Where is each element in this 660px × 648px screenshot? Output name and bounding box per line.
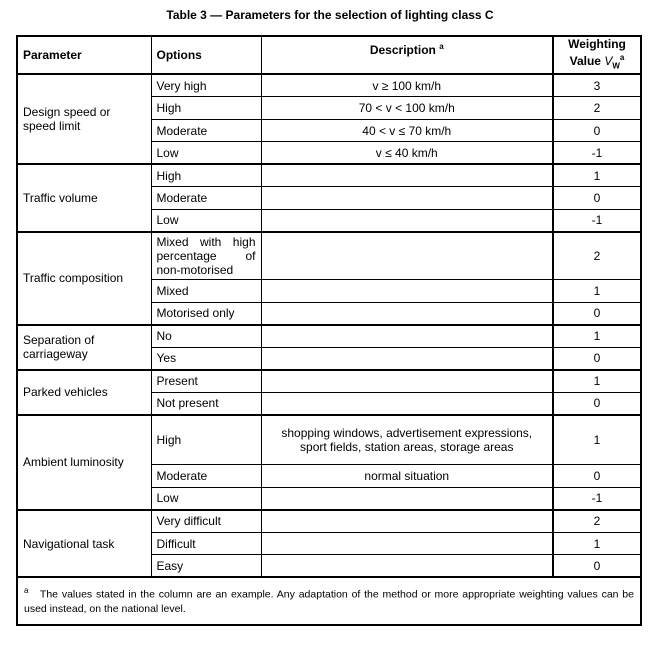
description-cell (261, 280, 553, 303)
header-weighting-line1: Weighting (568, 37, 626, 51)
description-cell (261, 370, 553, 393)
option-cell: Present (151, 370, 261, 393)
weighting-symbol: V (604, 54, 613, 68)
description-cell: v ≤ 40 km/h (261, 142, 553, 165)
option-cell: Difficult (151, 532, 261, 555)
option-cell: Moderate (151, 119, 261, 142)
table-row (17, 164, 641, 187)
table-body (17, 74, 641, 577)
weighting-value-cell: 1 (553, 532, 641, 555)
weighting-value-cell: -1 (553, 487, 641, 510)
weighting-value-cell: 2 (553, 232, 641, 280)
weighting-value-cell: -1 (553, 209, 641, 232)
header-weighting-note: a (619, 53, 625, 62)
option-cell: Easy (151, 555, 261, 578)
header-parameter: Parameter (17, 36, 151, 74)
weighting-value-cell: 2 (553, 510, 641, 533)
option-cell: Mixed with high percentage of non-motorised (151, 232, 261, 280)
parameter-cell: Ambient luminosity (17, 415, 151, 510)
weighting-value-cell: 0 (553, 392, 641, 415)
table-row (17, 74, 641, 97)
description-cell: v ≥ 100 km/h (261, 74, 553, 97)
parameter-cell: Traffic volume (17, 164, 151, 232)
weighting-value-cell: 1 (553, 325, 641, 348)
parameter-cell: Traffic composition (17, 232, 151, 325)
weighting-value-cell: 1 (553, 280, 641, 303)
description-cell: 70 < v < 100 km/h (261, 97, 553, 120)
description-cell (261, 187, 553, 210)
option-cell: Moderate (151, 465, 261, 488)
weighting-value-cell: 1 (553, 164, 641, 187)
option-cell: High (151, 415, 261, 465)
table-title: Table 3 — Parameters for the selection of lighting class C (166, 8, 494, 22)
table-row (17, 232, 641, 280)
weighting-value-cell: 0 (553, 555, 641, 578)
option-cell: Very difficult (151, 510, 261, 533)
description-cell: 40 < v ≤ 70 km/h (261, 119, 553, 142)
weighting-value-cell: 3 (553, 74, 641, 97)
option-cell: High (151, 164, 261, 187)
option-cell: High (151, 97, 261, 120)
option-cell: Low (151, 209, 261, 232)
option-cell: Motorised only (151, 302, 261, 325)
table-row (17, 370, 641, 393)
footnote-text: The values stated in the column are an example. Any adaptation of the method or more appropriate weighting values can be used instead, on the national level. (24, 588, 634, 615)
parameter-cell: Separation of carriageway (17, 325, 151, 370)
description-cell (261, 232, 553, 280)
weighting-value-cell: 0 (553, 347, 641, 370)
header-weighting-line2: Value $V_W^a$ (569, 53, 625, 71)
description-cell (261, 555, 553, 578)
weighting-value-cell: 0 (553, 302, 641, 325)
header-description-note: a (439, 42, 444, 51)
lighting-class-table (16, 35, 642, 626)
table-row (17, 510, 641, 533)
footnote-mark: a (24, 586, 29, 596)
description-cell (261, 325, 553, 348)
weighting-value-cell: -1 (553, 142, 641, 165)
table-row (17, 325, 641, 348)
option-cell: Low (151, 142, 261, 165)
description-cell (261, 302, 553, 325)
header-weighting (553, 36, 641, 74)
weighting-value-cell: 0 (553, 465, 641, 488)
option-cell: Yes (151, 347, 261, 370)
option-cell: Moderate (151, 187, 261, 210)
description-cell (261, 392, 553, 415)
footnote (17, 577, 641, 625)
weighting-value-cell: 0 (553, 187, 641, 210)
description-cell (261, 510, 553, 533)
weighting-value-cell: 1 (553, 415, 641, 465)
option-cell: Mixed (151, 280, 261, 303)
option-cell: No (151, 325, 261, 348)
weighting-value-cell: 2 (553, 97, 641, 120)
option-cell: Low (151, 487, 261, 510)
header-description-label: Description (369, 43, 436, 57)
description-cell: normal situation (261, 465, 553, 488)
description-cell (261, 487, 553, 510)
header-options: Options (151, 36, 261, 74)
parameter-cell: Design speed or speed limit (17, 74, 151, 164)
description-cell (261, 347, 553, 370)
description-cell (261, 209, 553, 232)
option-cell: Not present (151, 392, 261, 415)
header-description (261, 36, 553, 74)
description-cell: shopping windows, advertisement expressions, sport fields, station areas, storage areas (261, 415, 553, 465)
table-row (17, 415, 641, 465)
parameter-cell: Parked vehicles (17, 370, 151, 415)
weighting-value-cell: 0 (553, 119, 641, 142)
option-cell: Very high (151, 74, 261, 97)
parameter-cell: Navigational task (17, 510, 151, 578)
weighting-value-cell: 1 (553, 370, 641, 393)
description-cell (261, 532, 553, 555)
description-cell (261, 164, 553, 187)
